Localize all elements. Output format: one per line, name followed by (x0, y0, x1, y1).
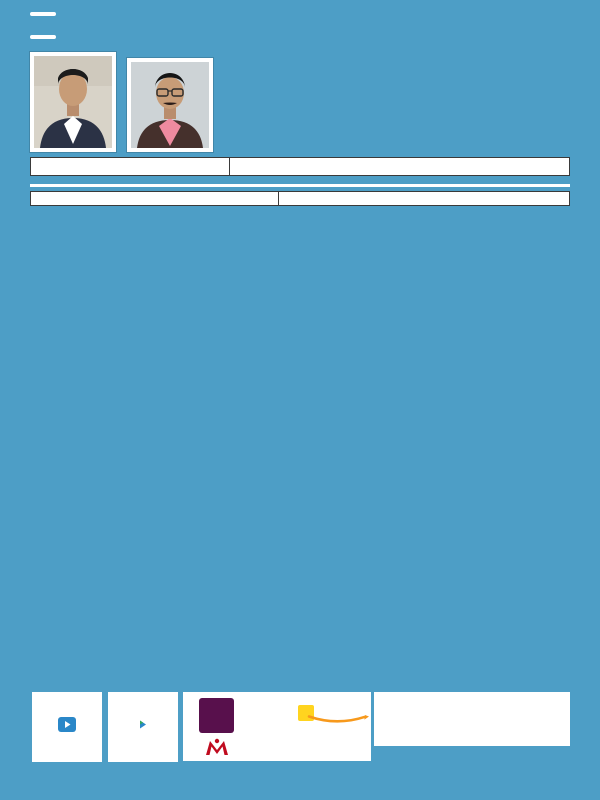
indiamart-m-icon (203, 737, 231, 755)
indiamart-logo (203, 737, 231, 755)
isbn-barcode (381, 695, 549, 737)
author-name-column-header (278, 192, 569, 206)
subject-name-column-header (31, 192, 279, 206)
youtube-qr-code (32, 692, 102, 762)
subjects-column-header (31, 158, 230, 176)
bilingual-syllabus-table (30, 191, 570, 206)
author-name-column-header (230, 158, 570, 176)
store-logo-right-column (245, 698, 365, 726)
amazon-smile-icon (307, 715, 371, 725)
author-portrait-2 (131, 62, 209, 148)
ebook-qr-block (106, 692, 179, 766)
store-logo-left-column (189, 698, 245, 755)
dr-rajat-kumar-kar-photo (30, 52, 116, 152)
table-header-row (31, 158, 570, 176)
youtube-qr-block (30, 692, 103, 766)
isbn-panel (374, 692, 570, 746)
meesho-logo (199, 698, 234, 733)
syllabus-table (30, 157, 570, 176)
about-author-heading (30, 35, 56, 39)
youtube-play-icon (58, 717, 76, 737)
bilingual-table-caption (30, 184, 570, 187)
cover-content (30, 0, 570, 206)
table-header-row (31, 192, 570, 206)
mr-hemant-bhardwaj-photo (127, 58, 213, 152)
google-play-icon (135, 718, 151, 737)
author-portrait-1 (34, 56, 112, 148)
footer-row (30, 692, 570, 766)
store-logo-grid (189, 698, 365, 755)
available-on-panel (183, 692, 371, 761)
google-play-books-qr-code (108, 692, 178, 762)
about-book-heading (30, 12, 56, 16)
